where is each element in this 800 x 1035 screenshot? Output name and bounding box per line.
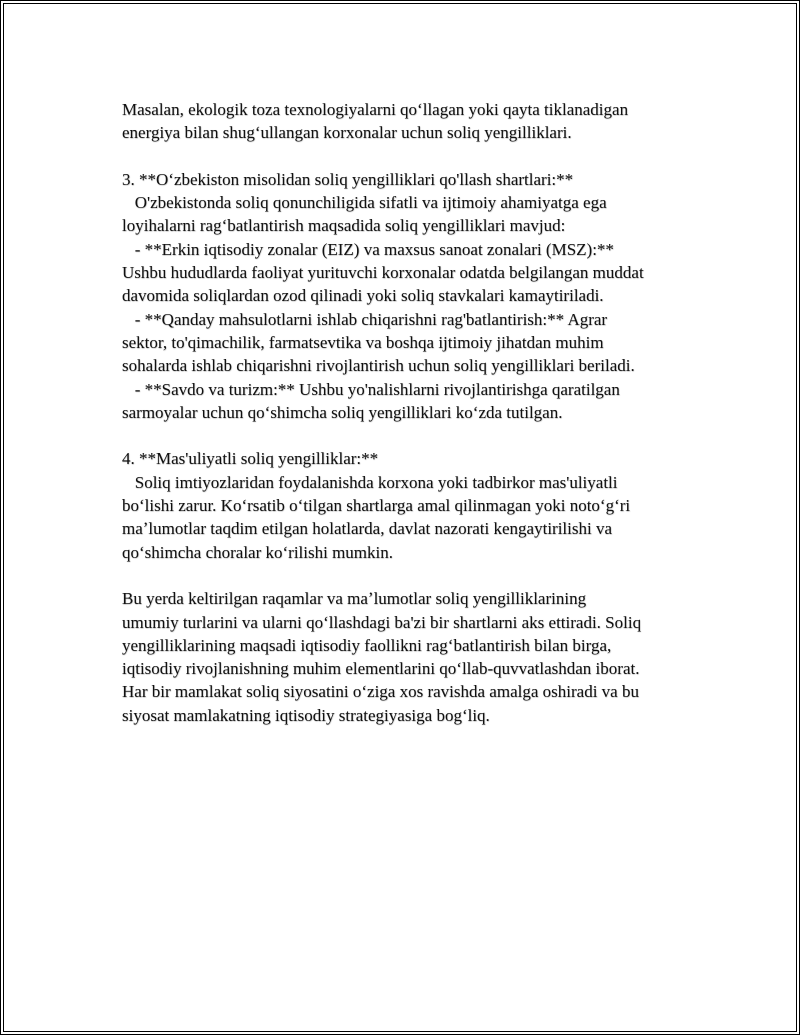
text-line: yengilliklarining maqsadi iqtisodiy faollikni ragʻbatlantirish bilan birga, <box>122 635 612 655</box>
text-line: Bu yerda keltirilgan raqamlar va maʼlumotlar soliq yengilliklarining <box>122 589 587 609</box>
paragraph-spacer <box>122 145 692 168</box>
text-line: sektor, to'qimachilik, farmatsevtika va boshqa ijtimoiy jihatdan muhim <box>122 332 604 352</box>
text-line: energiya bilan shugʻullangan korxonalar uchun soliq yengilliklari. <box>122 123 572 143</box>
list-item-line: - **Savdo va turizm:** Ushbu yo'nalishlarni rivojlantirishga qaratilgan <box>122 379 620 399</box>
section-heading: 3. **Oʻzbekiston misolidan soliq yengilliklari qo'llash shartlari:** <box>122 169 574 189</box>
paragraph-spacer <box>122 424 692 447</box>
text-line: O'zbekistonda soliq qonunchiligida sifatli va ijtimoiy ahamiyatga ega <box>122 193 607 213</box>
text-line: maʼlumotlar taqdim etilgan holatlarda, davlat nazorati kengaytirilishi va <box>122 519 613 539</box>
text-line: sarmoyalar uchun qoʻshimcha soliq yengilliklari koʻzda tutilgan. <box>122 402 563 422</box>
text-line: loyihalarni ragʻbatlantirish maqsadida soliq yengilliklari mavjud: <box>122 216 566 236</box>
paragraph-intro <box>122 98 692 145</box>
section-4-responsibility <box>122 447 692 563</box>
text-line: Masalan, ekologik toza texnologiyalarni qoʻllagan yoki qayta tiklanadigan <box>122 100 629 119</box>
list-item-line: - **Erkin iqtisodiy zonalar (EIZ) va maxsus sanoat zonalari (MSZ):** <box>122 239 614 259</box>
text-line: qoʻshimcha choralar koʻrilishi mumkin. <box>122 542 393 562</box>
section-heading: 4. **Mas'uliyatli soliq yengilliklar:** <box>122 449 379 469</box>
list-item-line: - **Qanday mahsulotlarni ishlab chiqarishni rag'batlantirish:** Agrar <box>122 309 608 329</box>
text-line: Soliq imtiyozlaridan foydalanishda korxona yoki tadbirkor mas'uliyatli <box>122 472 618 492</box>
text-line: boʻlishi zarur. Koʻrsatib oʻtilgan shartlarga amal qilinmagan yoki notoʻgʻri <box>122 496 631 516</box>
section-3-conditions <box>122 168 692 424</box>
text-line: iqtisodiy rivojlanishning muhim elementlarini qoʻllab-quvvatlashdan iborat. <box>122 659 640 679</box>
text-line: sohalarda ishlab chiqarishni rivojlantirish uchun soliq yengilliklari beriladi. <box>122 356 635 376</box>
document-body <box>122 98 692 727</box>
text-line: siyosat mamlakatning iqtisodiy strategiyasiga bogʻliq. <box>122 705 490 725</box>
text-line: Har bir mamlakat soliq siyosatini oʻziga xos ravishda amalga oshiradi va bu <box>122 682 639 702</box>
paragraph-conclusion <box>122 587 692 727</box>
text-line: davomida soliqlardan ozod qilinadi yoki soliq stavkalari kamaytiriladi. <box>122 286 604 306</box>
text-line: umumiy turlarini va ularni qoʻllashdagi ba'zi bir shartlarni aks ettiradi. Soliq <box>122 612 642 632</box>
text-line: Ushbu hududlarda faoliyat yurituvchi korxonalar odatda belgilangan muddat <box>122 263 644 283</box>
paragraph-spacer <box>122 564 692 587</box>
